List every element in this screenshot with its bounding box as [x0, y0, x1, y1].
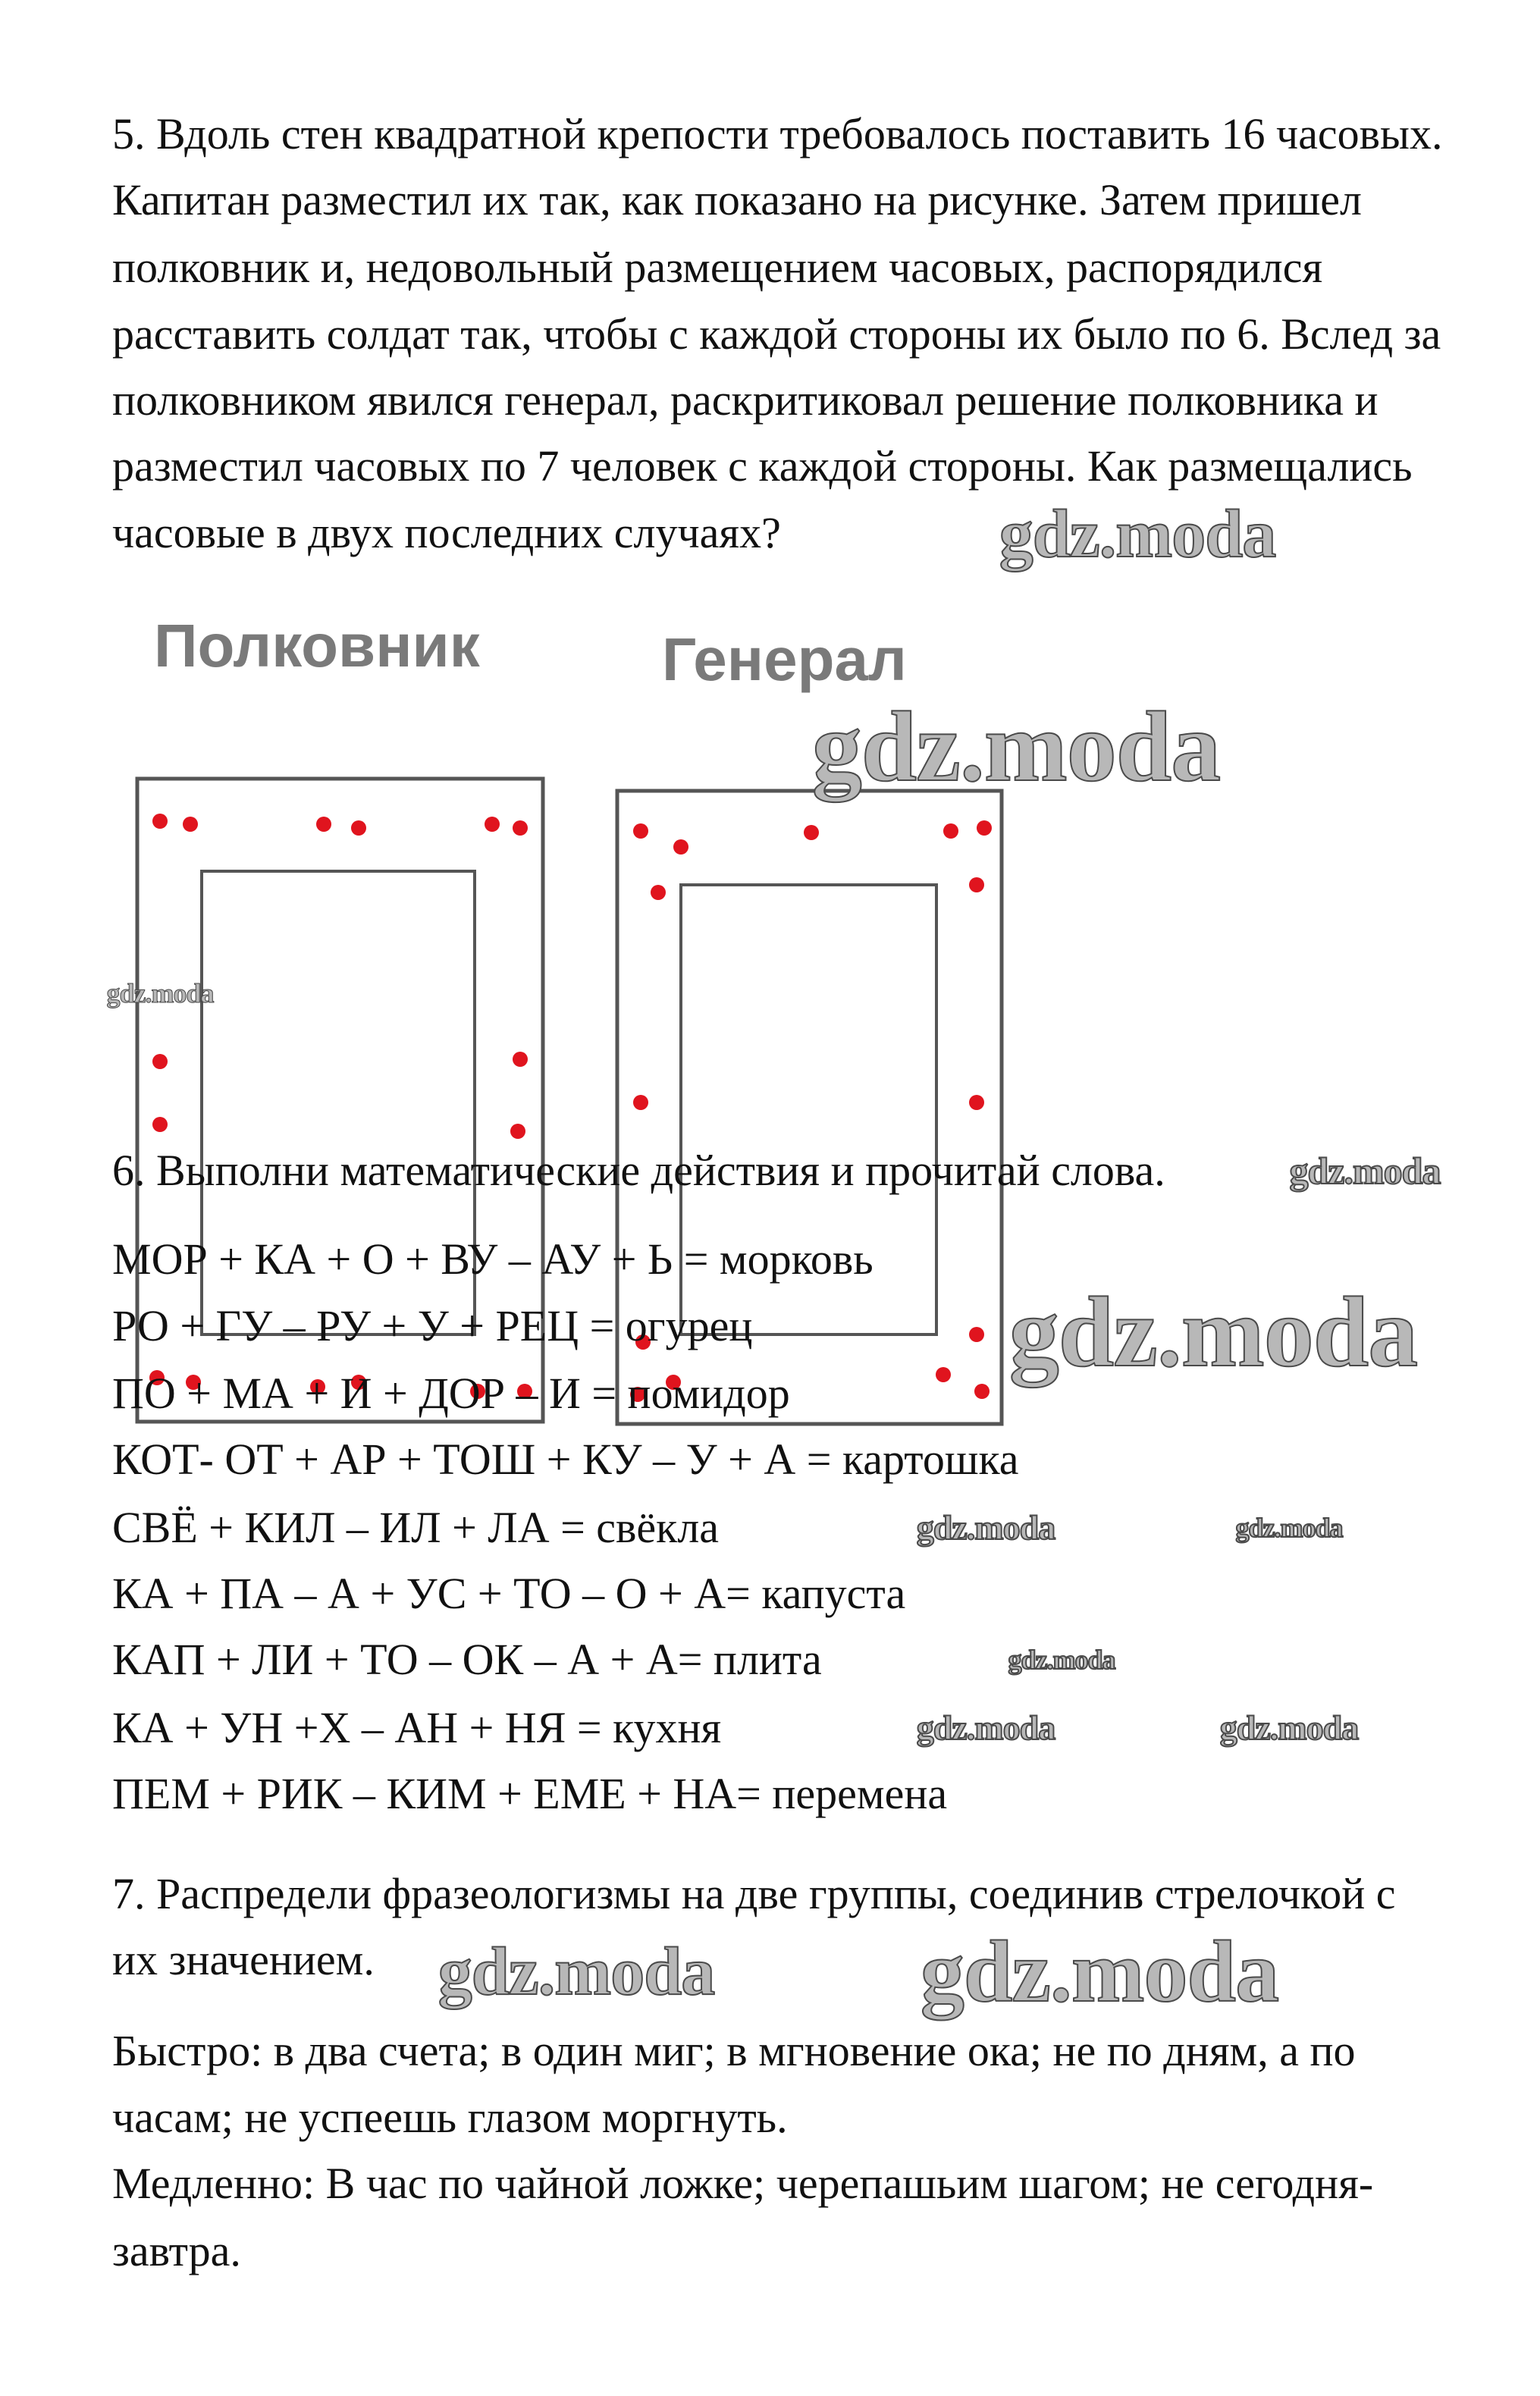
- task-5-line: Капитан разместил их так, как показано на рисунке. Затем пришел: [112, 175, 1362, 224]
- sentry-dot: [152, 1054, 168, 1069]
- sentry-dot: [633, 823, 648, 839]
- task-7-line: завтра.: [112, 2226, 241, 2275]
- sentry-dot: [974, 1384, 990, 1399]
- sentry-dot: [673, 839, 688, 855]
- task-7-line: часам; не успеешь глазом моргнуть.: [112, 2093, 788, 2142]
- colonel-figure-title: Полковник: [154, 612, 480, 679]
- task-5-line: разместил часовых по 7 человек с каждой стороны. Как размещались: [112, 441, 1413, 491]
- sentry-dot: [351, 820, 366, 836]
- sentry-dot: [936, 1367, 951, 1382]
- sentry-dot: [183, 817, 198, 832]
- equation: КА + ПА – А + УС + ТО – О + А= капуста: [112, 1569, 906, 1618]
- sentry-dot: [969, 1095, 984, 1110]
- watermark: gdz.moda: [920, 1924, 1279, 2021]
- watermark: gdz.moda: [1235, 1513, 1343, 1543]
- sentry-dot: [804, 825, 819, 840]
- task-7-line: их значением.: [112, 1935, 375, 1984]
- watermark: gdz.moda: [1289, 1149, 1441, 1192]
- equation: КАП + ЛИ + ТО – ОК – А + А= плита: [112, 1635, 822, 1684]
- sentry-dot: [513, 820, 528, 836]
- watermark: gdz.moda: [106, 978, 214, 1008]
- task-5-line: расставить солдат так, чтобы с каждой стороны их было по 6. Вслед за: [112, 309, 1441, 359]
- watermark: gdz.moda: [1008, 1645, 1115, 1675]
- watermark: gdz.moda: [999, 497, 1276, 572]
- equation: РО + ГУ – РУ + У + РЕЦ = огурец: [112, 1301, 753, 1350]
- task-5-line: полковником явился генерал, раскритиковал решение полковника и: [112, 375, 1378, 425]
- equation: СВЁ + КИЛ – ИЛ + ЛА = свёкла: [112, 1503, 720, 1552]
- task-5-line: 5. Вдоль стен квадратной крепости требовалось поставить 16 часовых.: [112, 109, 1443, 158]
- sentry-dot: [316, 817, 331, 832]
- watermark: gdz.moda: [811, 691, 1221, 802]
- watermark: gdz.moda: [916, 1708, 1055, 1747]
- equation: ПО + МА + И + ДОР – И = помидор: [112, 1369, 790, 1418]
- task-7-line: Быстро: в два счета; в один миг; в мгновение ока; не по дням, а по: [112, 2026, 1356, 2075]
- task-5-line: полковник и, недовольный размещением часовых, распорядился: [112, 243, 1323, 292]
- sentry-dot: [969, 877, 984, 892]
- task-6-heading: 6. Выполни математические действия и прочитай слова.: [112, 1146, 1165, 1195]
- equation: КА + УН +Х – АН + НЯ = кухня: [112, 1703, 722, 1752]
- equation: МОР + КА + О + ВУ – АУ + Ь = морковь: [112, 1234, 874, 1284]
- watermark: gdz.moda: [438, 1934, 715, 2009]
- sentry-dot: [152, 1117, 168, 1132]
- sentry-dot: [152, 814, 168, 829]
- watermark: gdz.moda: [916, 1508, 1055, 1547]
- sentry-dot: [651, 885, 666, 900]
- sentry-dot: [485, 817, 500, 832]
- task-5-line: часовые в двух последних случаях?: [112, 508, 781, 557]
- equation: КОТ- ОТ + АР + ТОШ + КУ – У + А = картошка: [112, 1435, 1019, 1484]
- sentry-dot: [969, 1327, 984, 1342]
- sentry-dot: [510, 1124, 525, 1139]
- watermark: gdz.moda: [1008, 1276, 1418, 1388]
- sentry-dot: [513, 1052, 528, 1067]
- equation: ПЕМ + РИК – КИМ + ЕМЕ + НА= перемена: [112, 1769, 948, 1818]
- sentry-dot: [977, 820, 992, 836]
- watermark: gdz.moda: [1219, 1708, 1359, 1747]
- task-7-line: 7. Распредели фразеологизмы на две группы, соединив стрелочкой с: [112, 1869, 1396, 1918]
- sentry-dot: [943, 823, 958, 839]
- task-7-line: Медленно: В час по чайной ложке; черепашьим шагом; не сегодня-: [112, 2159, 1374, 2208]
- general-figure-title: Генерал: [662, 626, 907, 693]
- sentry-dot: [633, 1095, 648, 1110]
